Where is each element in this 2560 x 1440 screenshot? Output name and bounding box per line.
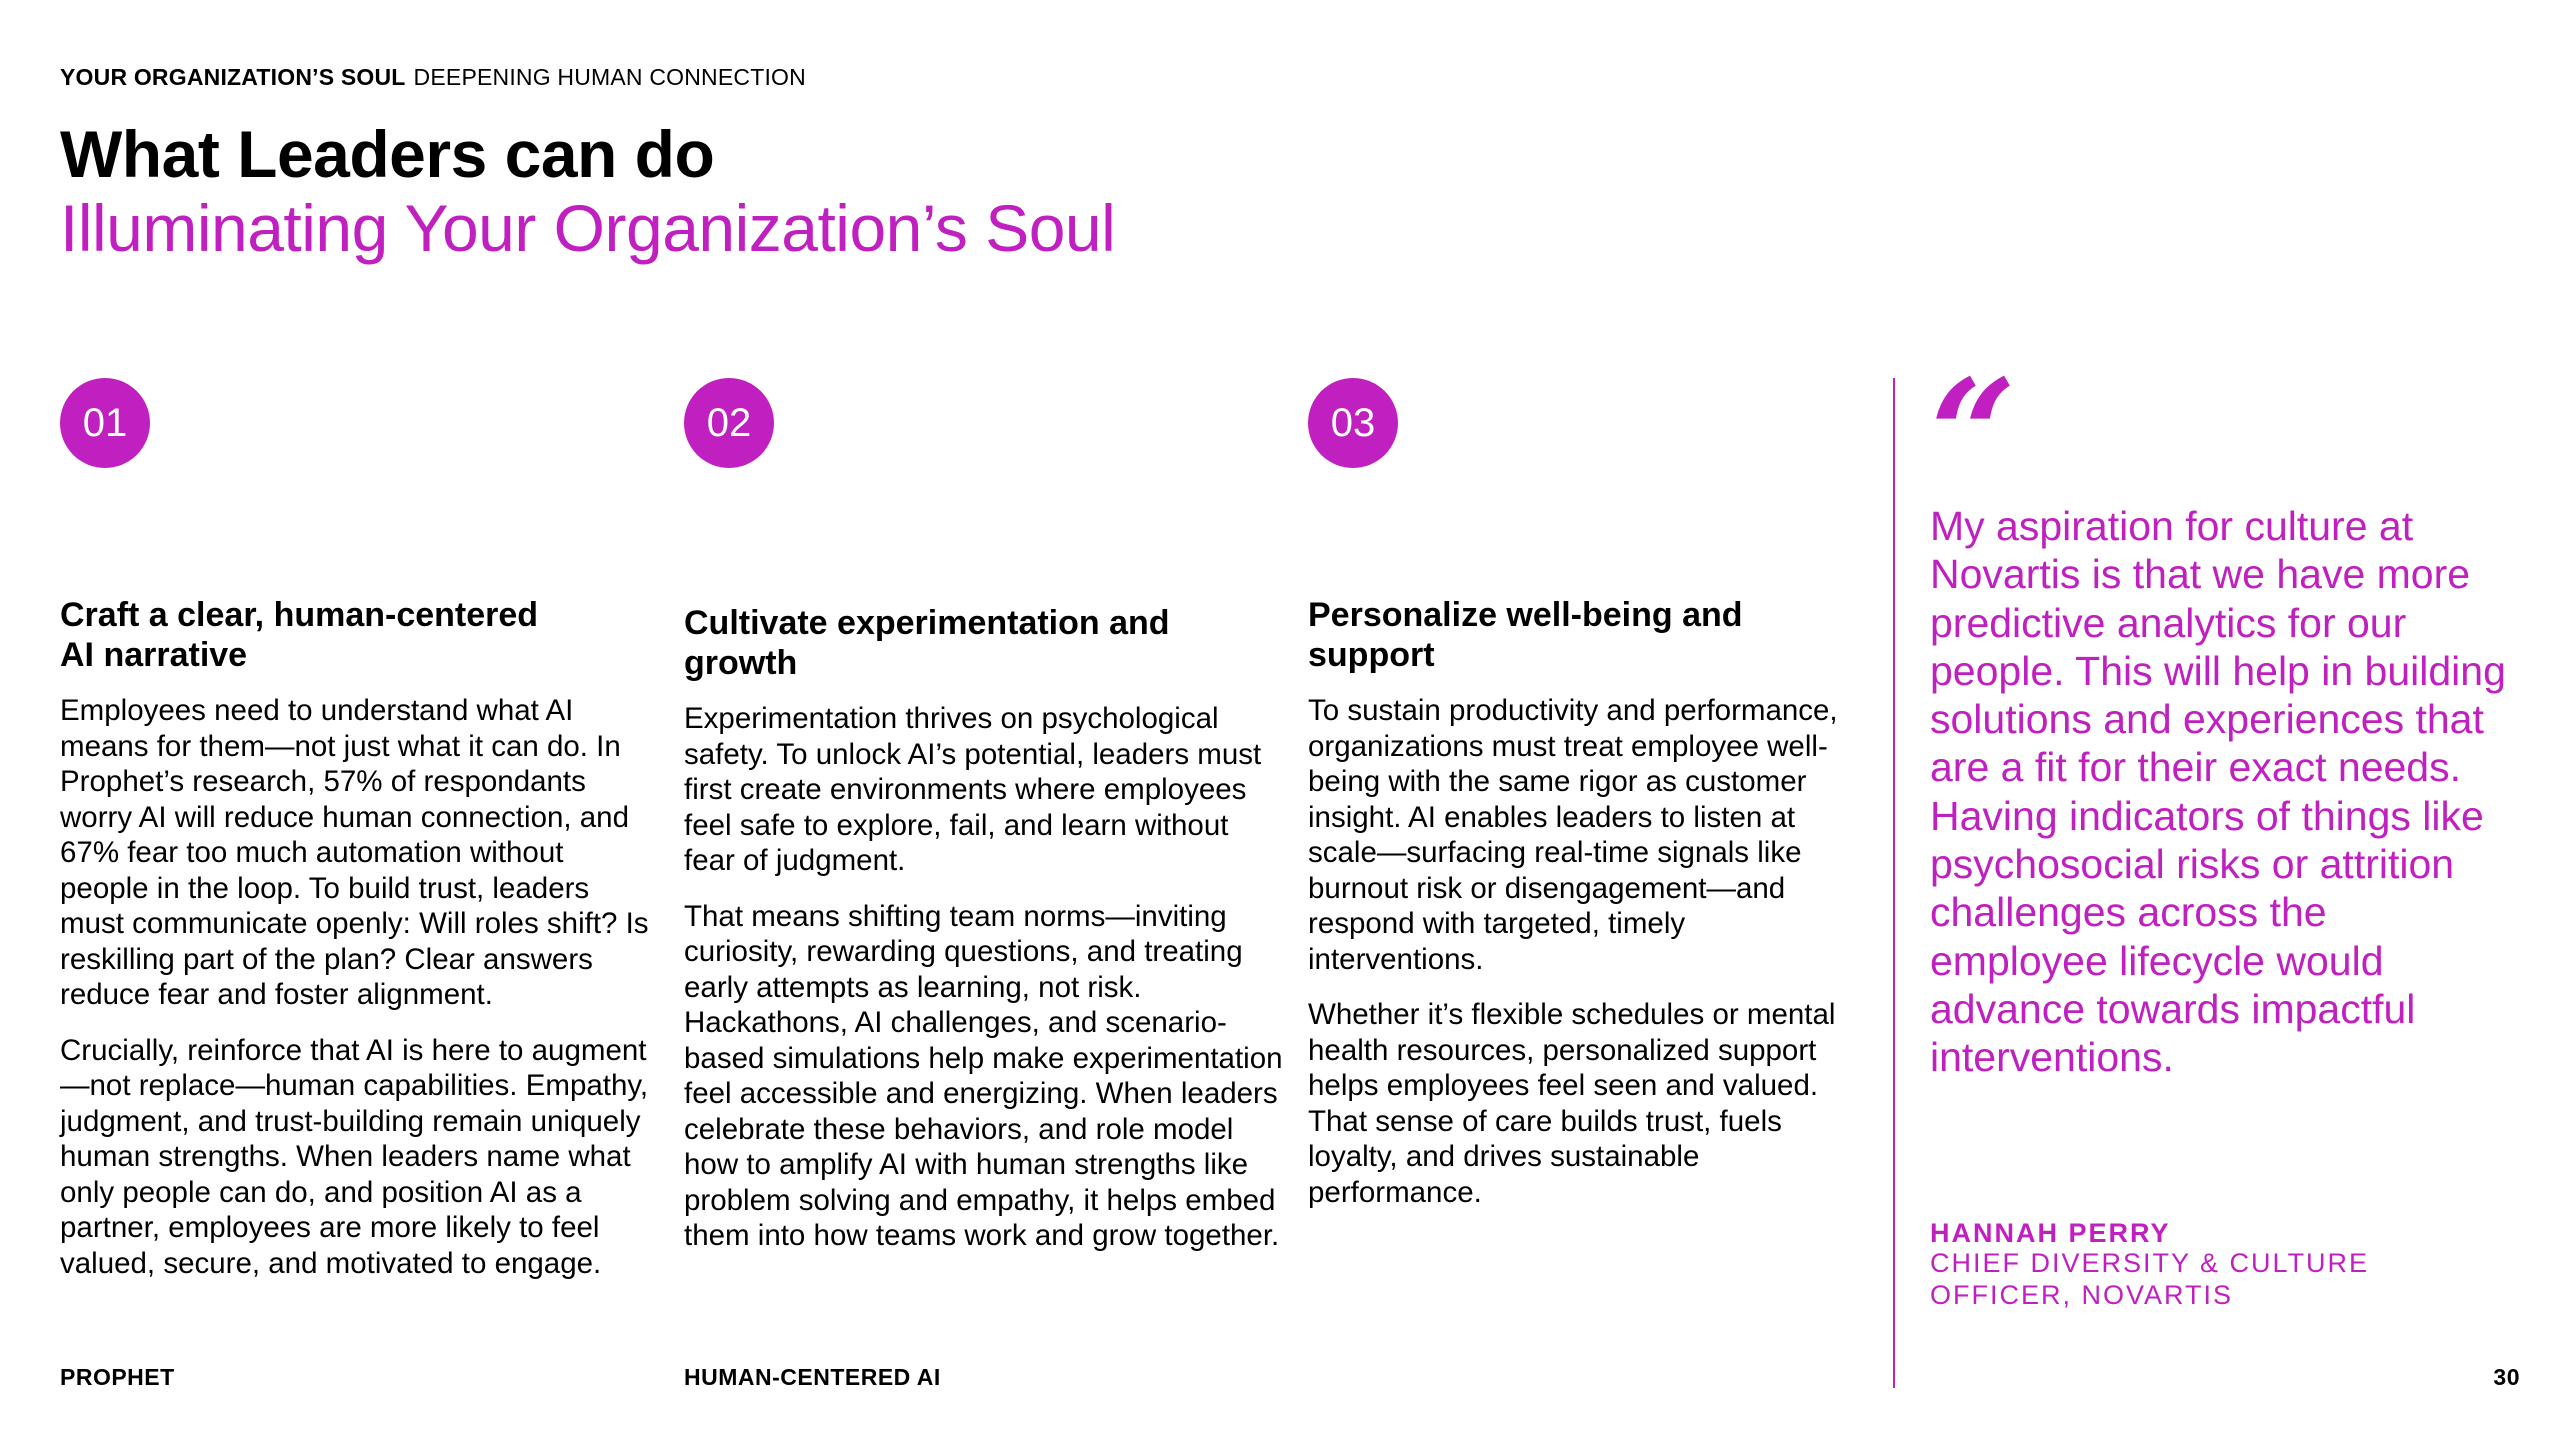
footer-report-title: HUMAN-CENTERED AI bbox=[684, 1364, 941, 1390]
pull-quote: My aspiration for culture at Novartis is that we have more predictive analytics for our people. This will help in building solutions and experiences that are a fit for their exact needs. Having indicators of things like psychosocial risks or attrition challenges across the employee lifecycle would advance towards impactful interventions. bbox=[1930, 503, 2506, 1081]
column-heading: Craft a clear, human-centered AI narrative bbox=[60, 596, 539, 674]
page-number: 30 bbox=[2493, 1364, 2520, 1390]
page-title: What Leaders can do bbox=[60, 117, 715, 191]
kicker-regular: DEEPENING HUMAN CONNECTION bbox=[413, 64, 806, 90]
number-badge: 02 bbox=[684, 378, 774, 468]
column-body bbox=[60, 693, 660, 1281]
footer-brand: PROPHET bbox=[60, 1364, 175, 1390]
page-subtitle: Illuminating Your Organization’s Soul bbox=[60, 191, 1116, 265]
column-1 bbox=[60, 378, 660, 1281]
column-3 bbox=[1308, 378, 1868, 1210]
number-badge: 01 bbox=[60, 378, 150, 468]
quote-divider bbox=[1893, 378, 1895, 1388]
section-kicker bbox=[60, 64, 806, 91]
kicker-bold: YOUR ORGANIZATION’S SOUL bbox=[60, 64, 406, 90]
body-paragraph: Experimentation thrives on psychological safety. To unlock AI’s potential, leaders must first create environments where employees feel safe to explore, fail, and learn without fear of judgment. bbox=[684, 702, 1262, 877]
quote-mark-icon: “ bbox=[1930, 347, 2017, 523]
column-heading: Cultivate experimentation and growth bbox=[684, 604, 1170, 682]
body-paragraph: To sustain productivity and performance, organizations must treat employee well-being with the same rigor as customer insight. AI enables leaders to listen at scale—surfacing real-time signals like burnout risk or disengagement—and respond with targeted, timely interventions. bbox=[1308, 694, 1838, 976]
column-2 bbox=[684, 378, 1284, 1254]
column-body bbox=[1308, 693, 1868, 1210]
body-paragraph: Whether it’s flexible schedules or mental health resources, personalized support helps employees feel seen and valued. That sense of care builds trust, fuels loyalty, and drives sustainable performance. bbox=[1308, 998, 1836, 1209]
body-paragraph: Employees need to understand what AI means for them—not just what it can do. In Prophet’s research, 57% of respondants worry AI will reduce human connection, and 67% fear too much automation without people in the loop. To build trust, leaders must communicate openly: Will roles shift? Is reskilling part of the plan? Clear answers reduce fear and foster alignment. bbox=[60, 694, 649, 1011]
column-body bbox=[684, 701, 1284, 1254]
body-paragraph: Crucially, reinforce that AI is here to augment—not replace—human capabilities. Empathy, judgment, and trust-building remain uniquely human strengths. When leaders name what only people can do, and position AI as a partner, employees are more likely to feel valued, secure, and motivated to engage. bbox=[60, 1033, 649, 1280]
quote-author-name: HANNAH PERRY bbox=[1930, 1218, 2171, 1248]
column-heading: Personalize well-being and support bbox=[1308, 596, 1743, 674]
body-paragraph: That means shifting team norms—inviting curiosity, rewarding questions, and treating early attempts as learning, not risk. Hackathons, AI challenges, and scenario-based simulations help make experimentation feel accessible and energizing. When leaders celebrate these behaviors, and role model how to amplify AI with human strengths like problem solving and empathy, it helps embed them into how teams work and grow together. bbox=[684, 899, 1283, 1252]
quote-author-role: CHIEF DIVERSITY & CULTURE OFFICER, NOVARTIS bbox=[1930, 1248, 2370, 1310]
number-badge: 03 bbox=[1308, 378, 1398, 468]
